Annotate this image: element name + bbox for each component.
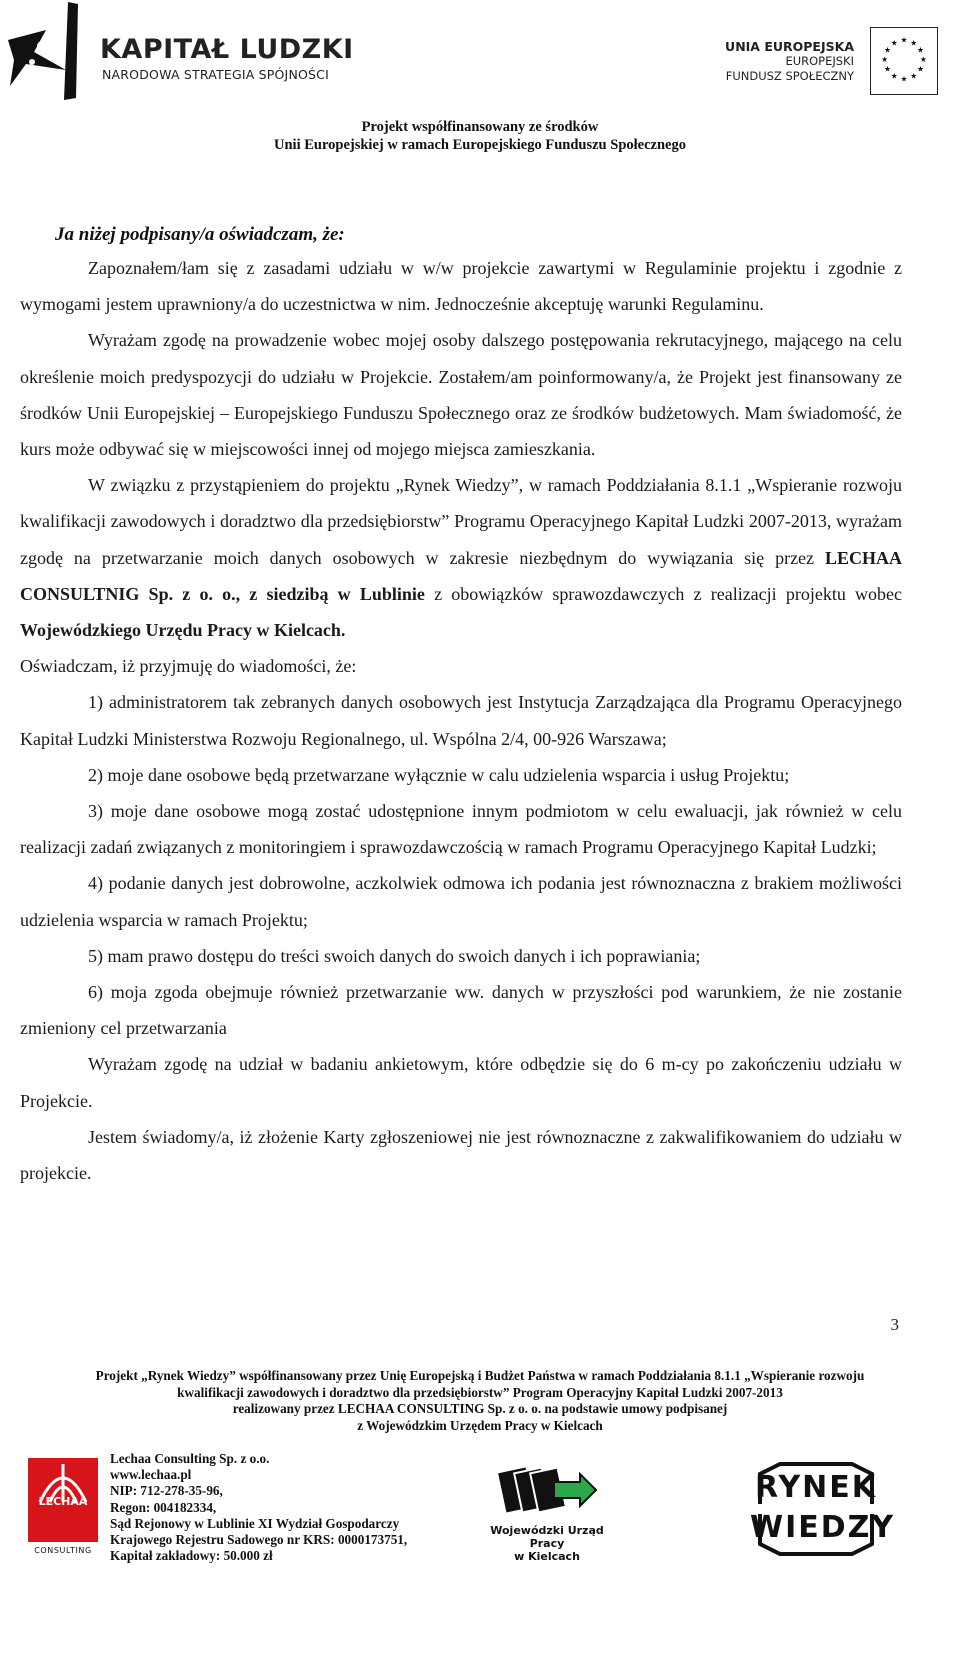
- page-number: 3: [890, 1315, 899, 1334]
- company-court: Sąd Rejonowy w Lublinie XI Wydział Gospodarczy: [110, 1515, 400, 1531]
- paragraph-acknowledgement: Oświadczam, iż przyjmuję do wiadomości, że:: [20, 656, 357, 677]
- company-name: Lechaa Consulting Sp. z o.o.: [110, 1451, 270, 1466]
- footer-line-3: realizowany przez LECHAA CONSULTING Sp. z o. o. na podstawie umowy podpisanej: [232, 1401, 728, 1416]
- cofinancing-note: [0, 118, 960, 154]
- eu-flag-icon: [870, 27, 938, 95]
- wup-logo-text: [472, 1524, 622, 1563]
- kapital-ludzki-subtitle: NARODOWA STRATEGIA SPÓJNOŚCI: [102, 67, 329, 82]
- declaration-heading: Ja niżej podpisany/a oświadczam, że:: [55, 224, 345, 245]
- lechaa-logo: [28, 1458, 98, 1562]
- office-emphasis: Wojewódzkiego Urzędu Pracy w Kielcach.: [20, 620, 346, 641]
- list-item: 2) moje dane osobowe będą przetwarzane wyłącznie w calu udzielenia wsparcia i usług Projektu;: [88, 764, 790, 785]
- paragraph-text: W związku z przystąpieniem do projektu „Rynek Wiedzy”, w ramach Poddziałania 8.1.1 „Wspieranie rozwoju kwalifikacji zawodowych i doradztwo dla przedsiębiorstw” Programu Operacyjnego Kapitał Ludzki 2007-2013, wyrażam zgodę na przetwarzanie moich danych osobowych w zakresie niezbędnym do wywiązania się przez: [20, 475, 902, 568]
- svg-text:★: ★: [884, 64, 891, 74]
- company-emphasis: LECHAA CONSULTNIG Sp. z o. o., z siedzibą w Lublinie: [20, 547, 902, 604]
- svg-text:★: ★: [900, 74, 908, 84]
- paragraph-qualification-note: Jestem świadomy/a, iż złożenie Karty zgłoszeniowej nie jest równoznaczne z zakwalifikowaniem do udziału w projekcie.: [20, 1126, 902, 1184]
- svg-text:★: ★: [900, 35, 908, 45]
- footer-line-2: kwalifikacji zawodowych i doradztwo dla przedsiębiorstw” Program Operacyjny Kapitał Ludzki 2007-2013: [177, 1384, 783, 1400]
- eu-line-2: EUROPEJSKI: [785, 54, 854, 68]
- paragraph-regulations: Zapoznałem/łam się z zasadami udziału w w/w projekcie zawartymi w Regulaminie projektu i zgodnie z wymogami jestem uprawniony/a do uczestnictwa w nim. Jednocześnie akceptuję warunki Regulaminu.: [20, 258, 902, 315]
- svg-text:★: ★: [890, 71, 898, 81]
- project-footer: [0, 1368, 960, 1434]
- svg-text:★: ★: [890, 38, 898, 48]
- rynek-wiedzy-line-2: WIEDZY: [750, 1510, 896, 1545]
- company-capital: Kapitał zakładowy: 50.000 zł: [110, 1548, 273, 1564]
- list-item: 3) moje dane osobowe mogą zostać udostępnione innym podmiotom w celu ewaluacji, jak również w celu realizacji zadań związanych z monitoringiem i sprawozdawczością w ramach Programu Operacyjnego Kapitał Ludzki;: [20, 801, 902, 858]
- cofinancing-line-1: Projekt współfinansowany ze środków: [361, 119, 599, 135]
- paragraph-text: z obowiązków sprawozdawczych z realizacji projektu wobec: [424, 583, 903, 604]
- wup-line-2: w Kielcach: [514, 1550, 580, 1563]
- footer-line-4: z Wojewódzkim Urzędem Pracy w Kielcach: [357, 1417, 603, 1433]
- lechaa-logo-box: [28, 1458, 98, 1542]
- svg-text:★: ★: [910, 71, 918, 81]
- lechaa-logo-name: LECHAA: [38, 1495, 88, 1508]
- eu-line-1: UNIA EUROPEJSKA: [725, 39, 854, 54]
- svg-text:★: ★: [881, 54, 889, 64]
- company-details: [110, 1451, 407, 1564]
- wup-logo: [472, 1462, 622, 1562]
- svg-text:★: ★: [884, 45, 891, 55]
- paragraph-data-processing-consent: [20, 467, 902, 648]
- kapital-ludzki-title: KAPITAŁ LUDZKI: [100, 34, 354, 65]
- rynek-wiedzy-logo: [750, 1460, 896, 1558]
- declaration-body: [20, 250, 902, 1191]
- wup-line-1: Wojewódzki Urząd Pracy: [490, 1524, 604, 1550]
- eu-line-3: FUNDUSZ SPOŁECZNY: [725, 69, 854, 83]
- svg-text:★: ★: [917, 64, 924, 74]
- footer-line-1: Projekt „Rynek Wiedzy” współfinansowany przez Unię Europejską i Budżet Państwa w ramach Poddziałania 8.1.1 „Wspieranie rozwoju: [95, 1368, 865, 1383]
- list-item: 4) podanie danych jest dobrowolne, aczkolwiek odmowa ich podania jest równoznaczna z brakiem możliwości udzielenia wsparcia w ramach Projektu;: [20, 873, 902, 930]
- lechaa-logo-subtitle: CONSULTING: [34, 1546, 92, 1555]
- list-item: 1) administratorem tak zebranych danych osobowych jest Instytucja Zarządzająca dla Programu Operacyjnego Kapitał Ludzki Ministerstwa Rozwoju Regionalnego, ul. Wspólna 2/4, 00-926 Warszawa;: [20, 692, 902, 749]
- company-krs: Krajowego Rejestru Sadowego nr KRS: 0000173751,: [110, 1532, 408, 1548]
- svg-text:★: ★: [919, 54, 927, 64]
- eu-logo: [694, 27, 938, 95]
- svg-text:★: ★: [917, 45, 924, 55]
- paragraph-recruitment-consent: Wyrażam zgodę na prowadzenie wobec mojej osoby dalszego postępowania rekrutacyjnego, mającego na celu określenie moich predyspozycji do udziału w Projekcie. Zostałem/am poinformowany/a, że Projekt jest finansowany ze środków Unii Europejskiej – Europejskiego Funduszu Społecznego oraz ze środków budżetowych. Mam świadomość, że kurs może odbywać się w miejscowości innej od mojego miejsca zamieszkania.: [20, 330, 902, 460]
- paragraph-survey-consent: Wyrażam zgodę na udział w badaniu ankietowym, które odbędzie się do 6 m-cy po zakończeniu udziału w Projekcie.: [20, 1054, 902, 1111]
- list-item: 6) moja zgoda obejmuje również przetwarzanie ww. danych w przyszłości pod warunkiem, że nie zostanie zmieniony cel przetwarzania: [20, 982, 902, 1039]
- rynek-wiedzy-line-1: RYNEK: [754, 1470, 878, 1505]
- kapital-ludzki-star-icon: [6, 0, 84, 104]
- company-website: www.lechaa.pl: [110, 1467, 192, 1483]
- company-regon: Regon: 004182334,: [110, 1499, 217, 1515]
- list-item: 5) mam prawo dostępu do treści swoich danych do swoich danych i ich poprawiania;: [88, 945, 701, 966]
- wup-emblem-icon: [472, 1462, 622, 1522]
- svg-text:★: ★: [910, 38, 918, 48]
- eu-logo-text: [725, 39, 854, 84]
- company-nip: NIP: 712-278-35-96,: [110, 1483, 223, 1499]
- cofinancing-line-2: Unii Europejskiej w ramach Europejskiego Funduszu Społecznego: [274, 137, 686, 153]
- kapital-ludzki-logo: [6, 0, 354, 104]
